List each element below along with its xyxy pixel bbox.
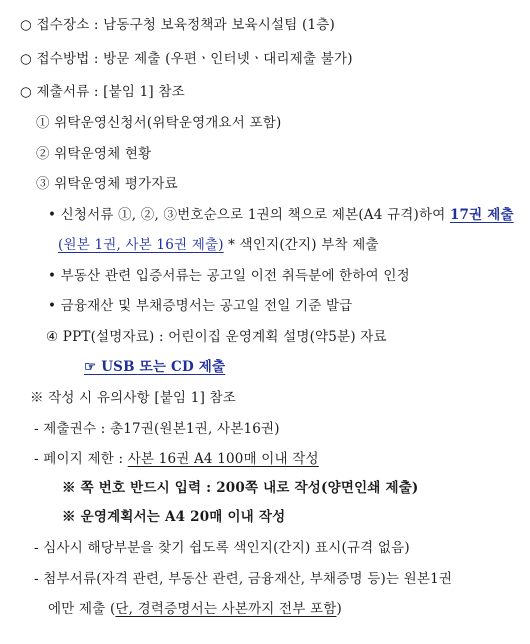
bullet-real-estate: • 부동산 관련 입증서류는 공고일 이전 취득분에 한하여 인정 (48, 268, 410, 284)
attachment-note: - 첨부서류(자격 관련, 부동산 관련, 금융재산, 부채증명 등)는 원본1권 (34, 571, 453, 587)
page-limit-label: - 페이지 제한 : (34, 451, 128, 467)
original-copies-emphasis: (원본 1권, 사본 16권 제출) (58, 237, 224, 253)
attachment-note-prefix: 에만 제출 ( (48, 601, 116, 617)
reception-location: ○ 접수장소 : 남동구청 보육정책과 보육시설팀 (1층) (20, 17, 335, 33)
page-number-note: ※ 쪽 번호 반드시 입력 : 200쪽 내로 작성(양면인쇄 제출) (62, 480, 419, 496)
page-limit-value: 사본 16권 A4 100매 이내 작성 (127, 451, 319, 467)
item-4-ppt: ④ PPT(설명자료) : 어린이집 운영계획 설명(약5분) 자료 (46, 329, 387, 345)
copies-17-emphasis: 17권 제출 (449, 207, 514, 223)
copy-count: - 제출권수 : 총17권(원본1권, 사본16권) (34, 421, 280, 437)
bullet-binding (48, 203, 514, 223)
reception-method: ○ 접수방법 : 방문 제출 (우편ㆍ인터넷ㆍ대리제출 불가) (20, 51, 353, 67)
submission-documents: ○ 제출서류 : [붙임 1] 참조 (20, 84, 185, 100)
page-limit (34, 447, 319, 467)
index-note: - 심사시 해당부분을 찾기 쉽도록 색인지(간지) 표시(규격 없음) (34, 540, 410, 556)
bullet-binding-cont (58, 233, 379, 253)
item-1-application: ① 위탁운영신청서(위탁운영개요서 포함) (36, 115, 282, 131)
attachment-note-cont (48, 597, 342, 617)
bullet-financial: • 금융재산 및 부채증명서는 공고일 전일 기준 발급 (48, 298, 353, 314)
item-2-status: ② 위탁운영체 현황 (36, 146, 152, 162)
usb-cd-submission: ☞ USB 또는 CD 제출 (84, 359, 226, 375)
attachment-note-suffix: ) (336, 601, 342, 617)
index-tab-note: * 색인지(간지) 부착 제출 (223, 237, 379, 253)
plan-limit-note: ※ 운영계획서는 A4 20매 이내 작성 (62, 509, 286, 525)
item-3-evaluation: ③ 위탁운영체 평가자료 (36, 176, 178, 192)
bullet-binding-text: • 신청서류 ①, ②, ③번호순으로 1권의 책으로 제본(A4 규격)하여 (48, 207, 450, 223)
writing-notes: ※ 작성 시 유의사항 [붙임 1] 참조 (30, 390, 237, 406)
career-certificate-note: 단, 경력증명서는 사본까지 전부 포함 (115, 601, 337, 617)
